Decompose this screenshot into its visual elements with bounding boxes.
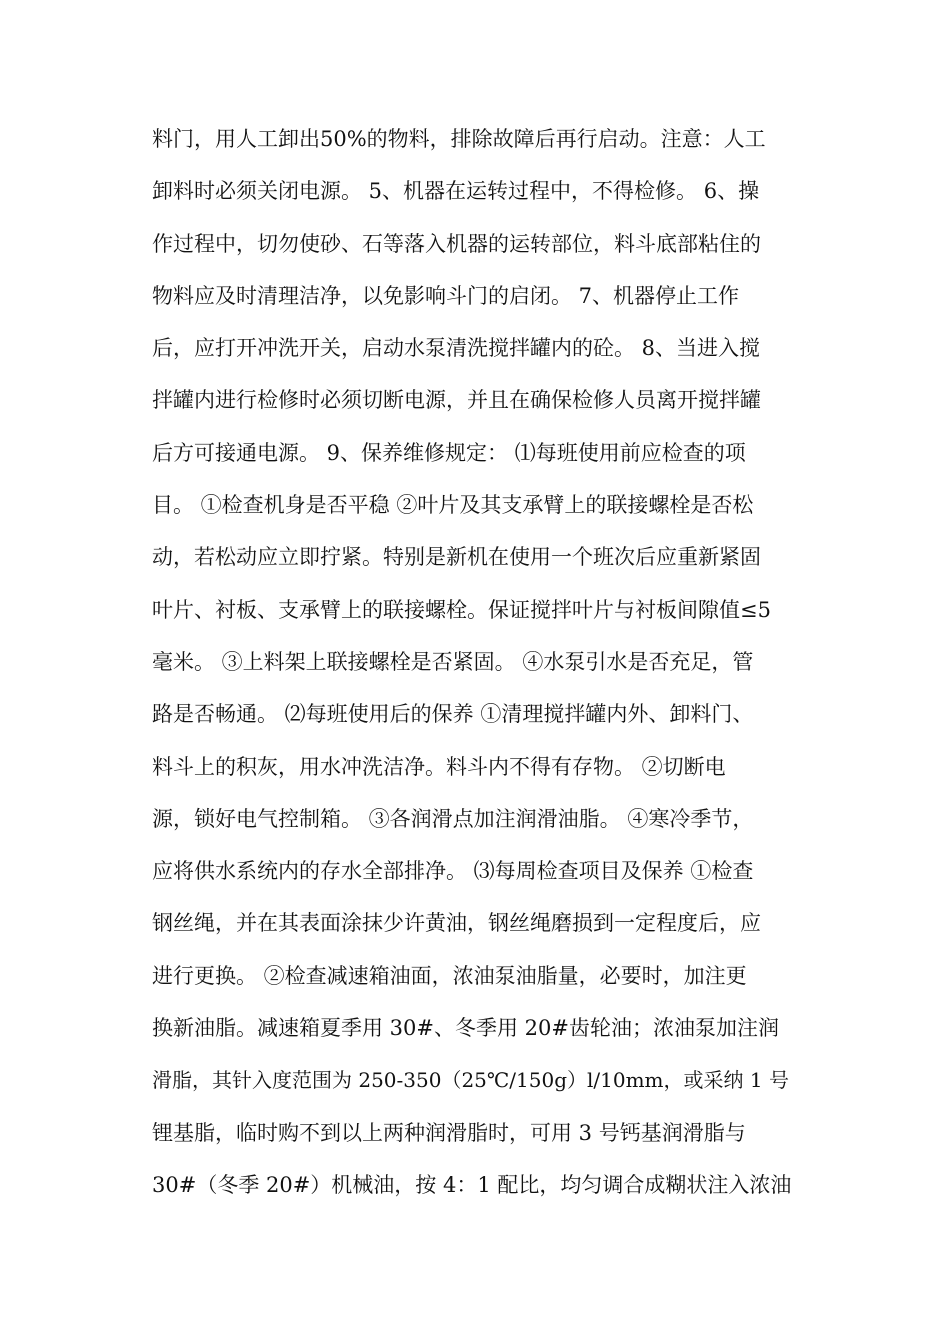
text-line: 应将供水系统内的存水全部排净。 ⑶每周检查项目及保养 ①检查 <box>152 859 754 884</box>
text-line: 30#（冬季 20#）机械油，按 4：1 配比，均匀调合成糊状注入浓油 <box>152 1172 792 1197</box>
text-line: 路是否畅通。 ⑵每班使用后的保养 ①清理搅拌罐内外、卸料门、 <box>152 702 754 727</box>
text-line: 毫米。 ③上料架上联接螺栓是否紧固。 ④水泵引水是否充足，管 <box>152 649 754 674</box>
text-line: 钢丝绳，并在其表面涂抹少许黄油，钢丝绳磨损到一定程度后，应 <box>152 911 761 936</box>
text-line: 源，锁好电气控制箱。 ③各润滑点加注润滑油脂。 ④寒冷季节， <box>152 806 754 831</box>
text-line: 叶片、衬板、支承臂上的联接螺栓。保证搅拌叶片与衬板间隙值≤5 <box>152 597 771 622</box>
text-line: 动，若松动应立即拧紧。特别是新机在使用一个班次后应重新紧固 <box>152 545 761 570</box>
text-line: 换新油脂。减速箱夏季用 30#、冬季用 20#齿轮油；浓油泵加注润 <box>152 1016 779 1041</box>
text-line: 料门，用人工卸出50%的物料，排除故障后再行启动。注意：人工 <box>152 127 766 151</box>
text-line: 后方可接通电源。 9、保养维修规定： ⑴每班使用前应检查的项 <box>152 440 746 465</box>
text-line: 后，应打开冲洗开关，启动水泵清洗搅拌罐内的砼。 8、当进入搅 <box>152 336 761 361</box>
text-line: 料斗上的积灰，用水冲洗洁净。料斗内不得有存物。 ②切断电 <box>152 754 726 779</box>
text-line: 目。 ①检查机身是否平稳 ②叶片及其支承臂上的联接螺栓是否松 <box>152 493 754 518</box>
body-text <box>152 117 802 1215</box>
text-line: 物料应及时清理洁净，以免影响斗门的启闭。 7、机器停止工作 <box>152 283 740 308</box>
text-line: 进行更换。 ②检查减速箱油面，浓油泵油脂量，必要时，加注更 <box>152 963 747 988</box>
text-line: 作过程中，切勿使砂、石等落入机器的运转部位，料斗底部粘住的 <box>152 231 761 256</box>
text-line: 滑脂，其针入度范围为 250-350（25℃/150g）l/10mm，或采纳 1 号 <box>152 1068 789 1093</box>
text-line: 卸料时必须关闭电源。 5、机器在运转过程中，不得检修。 6、操 <box>152 179 760 204</box>
text-line: 锂基脂，临时购不到以上两种润滑脂时，可用 3 号钙基润滑脂与 <box>152 1120 746 1145</box>
text-line: 拌罐内进行检修时必须切断电源，并且在确保检修人员离开搅拌罐 <box>152 388 761 413</box>
